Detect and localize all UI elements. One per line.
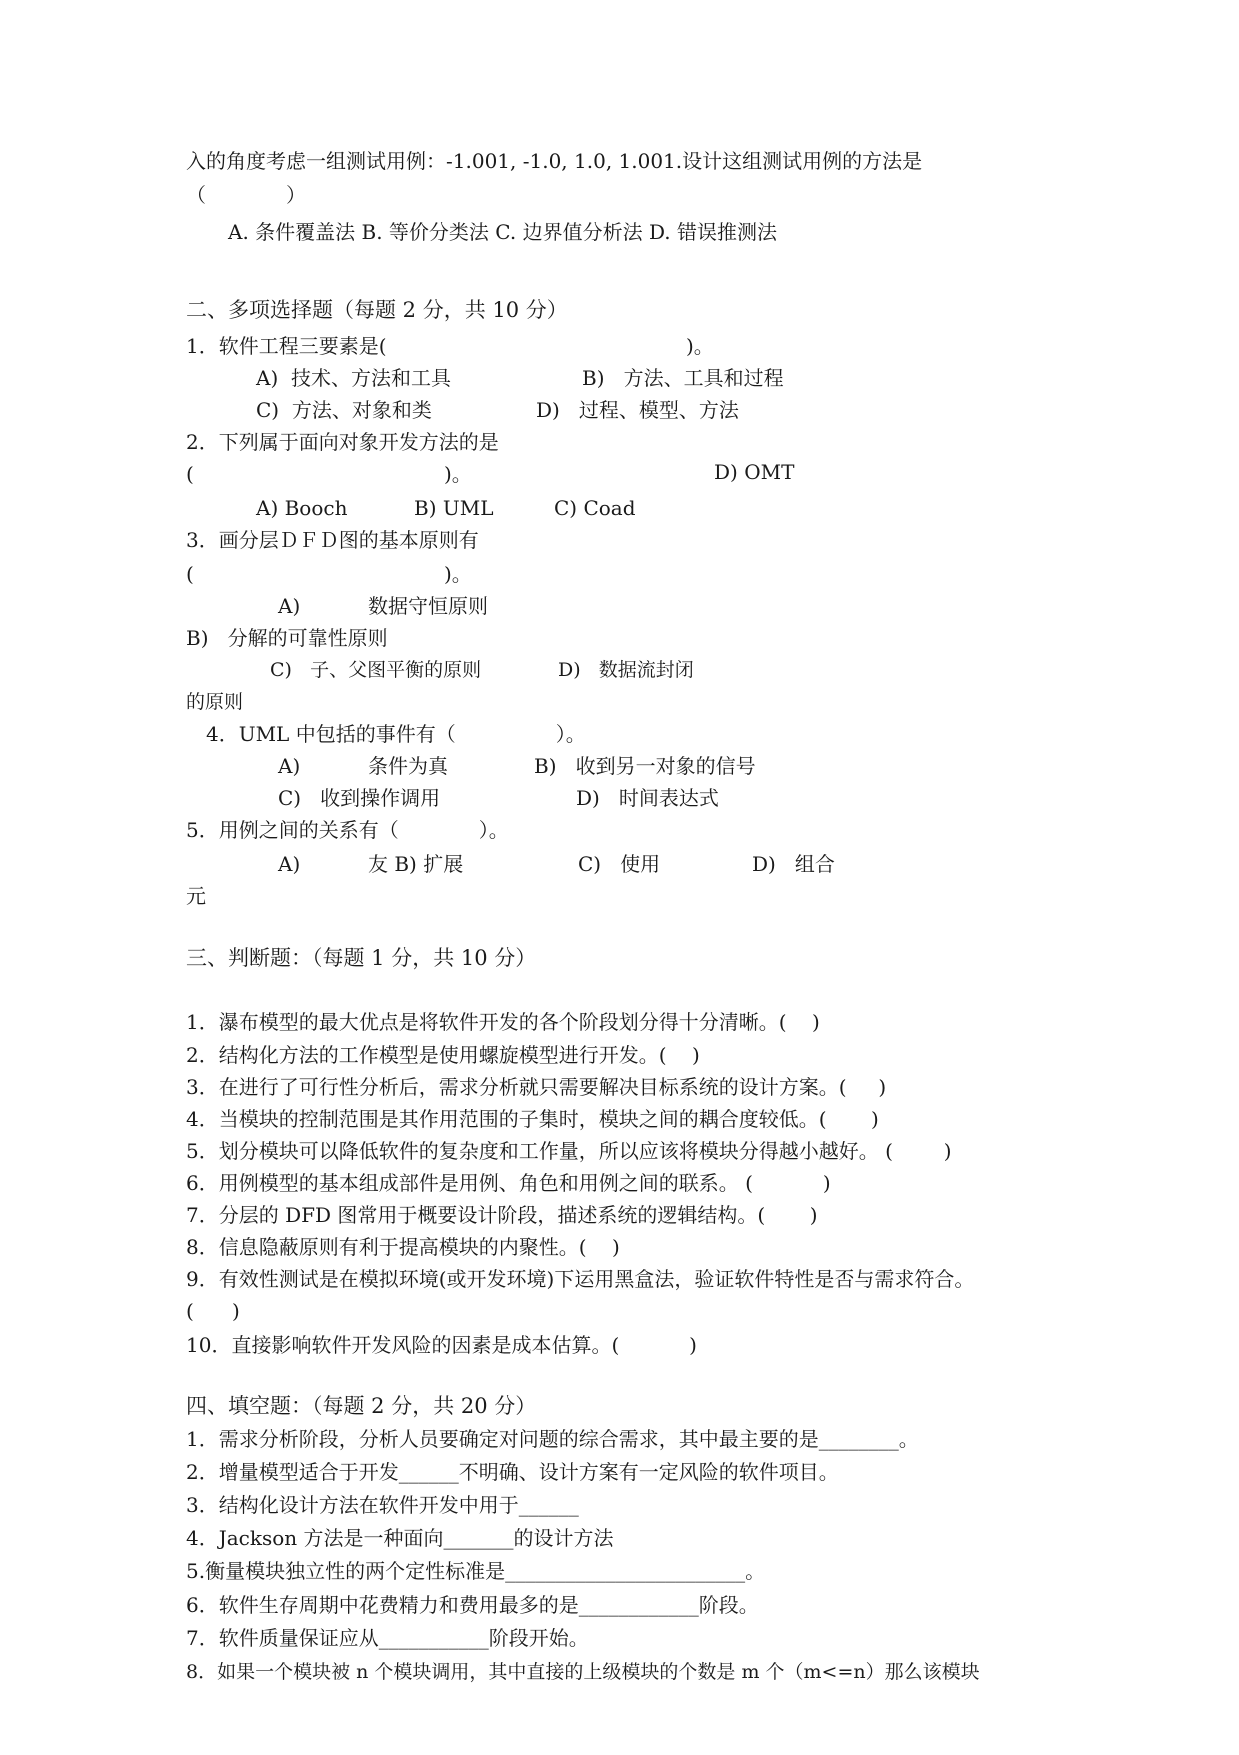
list-item: 6．用例模型的基本组成部件是用例、角色和用例之间的联系。 ( ) (186, 1171, 831, 1195)
option-a: A) (278, 594, 301, 618)
option-c: C) 使用 (578, 852, 661, 876)
question-stem: 2．下列属于面向对象开发方法的是 (186, 430, 499, 454)
list-item-wrap: ( ) (186, 1299, 240, 1323)
question-stem-close: )。 (444, 562, 472, 586)
option-a: A) (278, 754, 301, 778)
list-item: 10．直接影响软件开发风险的因素是成本估算。( ) (186, 1333, 697, 1357)
option-b: B) UML (414, 496, 494, 520)
question-stem-close: )。 (444, 462, 472, 486)
question-stem-open: ( (186, 562, 194, 586)
question-stem: 3．画分层ＤＦＤ图的基本原则有 (186, 528, 479, 552)
option-d: D) 过程、模型、方法 (536, 398, 739, 422)
option-a: A) (278, 852, 301, 876)
option-a-text: 友 B) 扩展 (368, 852, 464, 876)
option-d-wrap: 元 (186, 884, 206, 908)
question-stem-open: ( (186, 462, 194, 486)
option-a-text: 数据守恒原则 (368, 594, 488, 618)
option-c: C) 方法、对象和类 (256, 398, 432, 422)
question-stem: 1．软件工程三要素是( (186, 334, 387, 358)
list-item: 8．如果一个模块被 n 个模块调用，其中直接的上级模块的个数是 m 个（m<=n）那么该模块 (186, 1661, 980, 1683)
option-b: B) 收到另一对象的信号 (534, 754, 756, 778)
question-stem: 5．用例之间的关系有（ ）。 (186, 818, 509, 842)
list-item: 1．瀑布模型的最大优点是将软件开发的各个阶段划分得十分清晰。( ) (186, 1010, 820, 1034)
list-item: 8．信息隐蔽原则有利于提高模块的内聚性。( ) (186, 1235, 620, 1259)
question-continuation: 入的角度考虑一组测试用例：-1.001, -1.0, 1.0, 1.001.设计这组测试用例的方法是 (186, 149, 923, 173)
option-d-wrap: 的原则 (186, 691, 244, 713)
option-a: A) Booch (256, 496, 348, 520)
section-heading-multiple-choice: 二、多项选择题（每题 2 分，共 10 分） (186, 298, 568, 322)
section-heading-true-false: 三、判断题：（每题 1 分，共 10 分） (186, 946, 537, 970)
question-stem-close: )。 (686, 334, 714, 358)
section-heading-fill-in: 四、填空题：（每题 2 分，共 20 分） (186, 1394, 537, 1418)
option-d: D) 组合 (752, 852, 835, 876)
list-item: 3．在进行了可行性分析后，需求分析就只需要解决目标系统的设计方案。( ) (186, 1075, 887, 1099)
option-b: B) 方法、工具和过程 (582, 366, 784, 390)
list-item: 2．结构化方法的工作模型是使用螺旋模型进行开发。( ) (186, 1043, 700, 1067)
list-item: 3．结构化设计方法在软件开发中用于______ (186, 1493, 579, 1517)
list-item: 6．软件生存周期中花费精力和费用最多的是____________阶段。 (186, 1593, 759, 1617)
list-item: 7．分层的 DFD 图常用于概要设计阶段，描述系统的逻辑结构。( ) (186, 1203, 818, 1227)
list-item: 5．划分模块可以降低软件的复杂度和工作量，所以应该将模块分得越小越好。 ( ) (186, 1139, 952, 1163)
list-item: 7．软件质量保证应从___________阶段开始。 (186, 1626, 589, 1650)
option-a-text: 条件为真 (368, 754, 448, 778)
list-item: 1．需求分析阶段，分析人员要确定对问题的综合需求，其中最主要的是________。 (186, 1427, 919, 1451)
list-item: 4．Jackson 方法是一种面向_______的设计方法 (186, 1526, 614, 1550)
option-c: C) 收到操作调用 (278, 786, 441, 810)
option-d: D) 数据流封闭 (558, 659, 694, 681)
option-a: A) 技术、方法和工具 (256, 366, 451, 390)
option-d: D) OMT (714, 460, 795, 484)
option-b: B) 分解的可靠性原则 (186, 626, 388, 650)
answer-blank: （ ） (186, 183, 306, 207)
list-item: 4．当模块的控制范围是其作用范围的子集时，模块之间的耦合度较低。( ) (186, 1107, 879, 1131)
list-item: 9．有效性测试是在模拟环境(或开发环境)下运用黑盒法，验证软件特性是否与需求符合。 (186, 1267, 975, 1291)
option-c: C) Coad (554, 496, 636, 520)
question-stem: 4．UML 中包括的事件有（ ）。 (206, 722, 586, 746)
list-item: 5.衡量模块独立性的两个定性标准是________________________。 (186, 1559, 766, 1583)
option-d: D) 时间表达式 (576, 786, 719, 810)
list-item: 2．增量模型适合于开发______不明确、设计方案有一定风险的软件项目。 (186, 1460, 839, 1484)
question-options: A. 条件覆盖法 B. 等价分类法 C. 边界值分析法 D. 错误推测法 (228, 220, 777, 244)
option-c: C) 子、父图平衡的原则 (270, 659, 482, 681)
